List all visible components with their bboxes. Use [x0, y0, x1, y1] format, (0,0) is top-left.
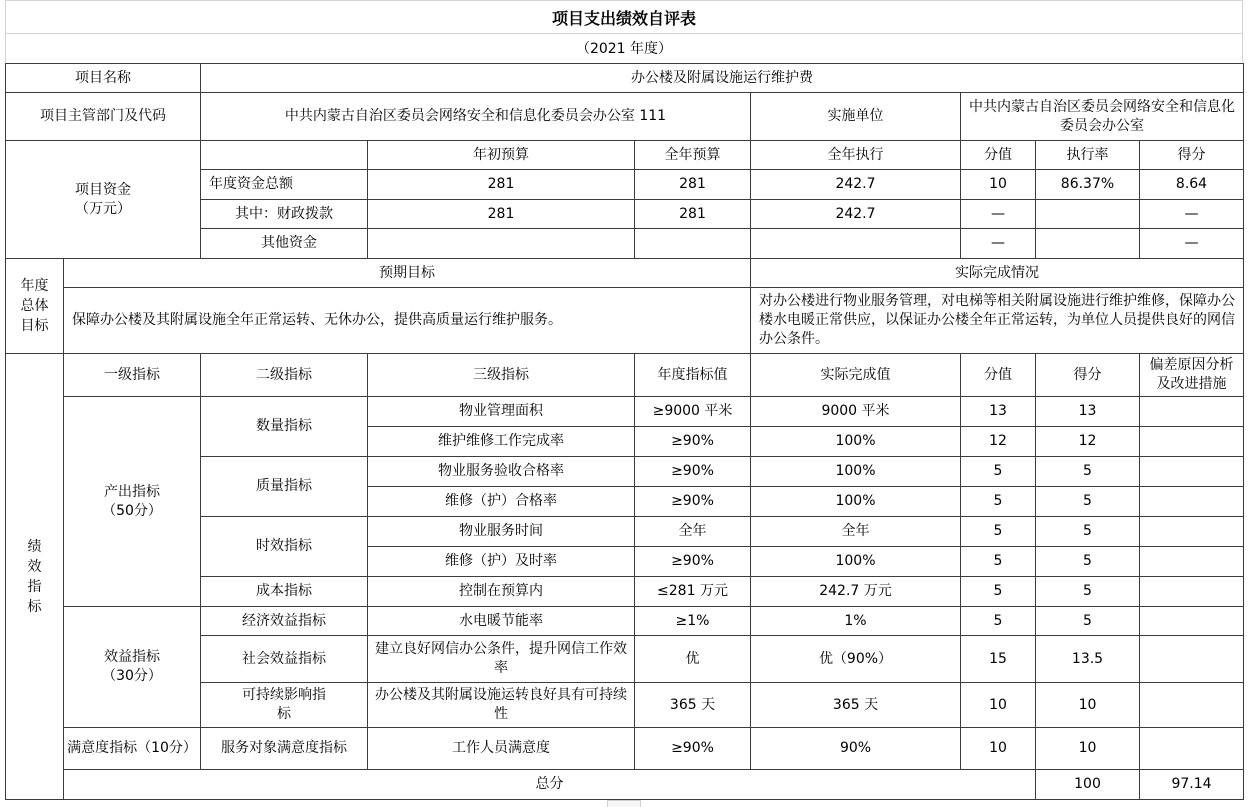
level1-satisfaction: 满意度指标（10分）: [64, 728, 201, 770]
indicator-header-row: [6, 354, 1244, 397]
level2-sustainable: [201, 683, 368, 728]
funds-header-annual: 全年预算: [635, 141, 751, 170]
funds-score: —: [1140, 229, 1244, 259]
target: ≥90%: [635, 427, 751, 457]
level3: 维护维修工作完成率: [368, 427, 635, 457]
funds-row-label: 其中：财政拨款: [201, 200, 368, 229]
funds-rate: 86.37%: [1036, 170, 1140, 200]
total-score-value: 100: [1036, 770, 1140, 800]
goals-label-text: 年度总体目标: [20, 278, 49, 334]
score: 5: [1036, 577, 1140, 607]
score-value: 10: [961, 683, 1036, 728]
project-name-label: 项目名称: [6, 64, 201, 93]
dept-value: 中共内蒙古自治区委员会网络安全和信息化委员会办公室 111: [201, 93, 751, 141]
level1-output: [64, 397, 201, 607]
score-value: 10: [961, 728, 1036, 770]
reason: [1140, 427, 1244, 457]
actual: 100%: [751, 487, 961, 517]
reason: [1140, 607, 1244, 636]
reason: [1140, 547, 1244, 577]
funds-label: [6, 141, 201, 259]
funds-executed: 242.7: [751, 170, 961, 200]
funds-score-value: —: [961, 229, 1036, 259]
level1-benefit-text: 效益指标（30分）: [102, 649, 162, 684]
score: 10: [1036, 683, 1140, 728]
level1-output-text: 产出指标（50分）: [102, 483, 162, 519]
target: ≥90%: [635, 728, 751, 770]
score: 12: [1036, 427, 1140, 457]
target: ≥90%: [635, 547, 751, 577]
score: 5: [1036, 487, 1140, 517]
project-name-value: 办公楼及附属设施运行维护费: [201, 64, 1244, 93]
funds-score: —: [1140, 200, 1244, 229]
funds-rate: [1036, 200, 1140, 229]
score: 13: [1036, 397, 1140, 427]
funds-score-value: 10: [961, 170, 1036, 200]
level3: 物业服务验收合格率: [368, 457, 635, 487]
level2-timeliness: 时效指标: [201, 517, 368, 577]
indicator-row: [6, 728, 1244, 770]
target: 全年: [635, 517, 751, 547]
score: 10: [1036, 728, 1140, 770]
form-year: （2021 年度）: [5, 34, 1243, 62]
score: 5: [1036, 457, 1140, 487]
project-name-row: [6, 64, 1244, 93]
funds-header-rate: 执行率: [1036, 141, 1140, 170]
score-value: 13: [961, 397, 1036, 427]
total-score: 97.14: [1140, 770, 1244, 800]
funds-row-label: 其他资金: [201, 229, 368, 259]
sheet-scroll-tab[interactable]: [607, 800, 641, 807]
score: 5: [1036, 517, 1140, 547]
level3: 维修（护）及时率: [368, 547, 635, 577]
reason: [1140, 517, 1244, 547]
level3: 水电暖节能率: [368, 607, 635, 636]
level2-sustainable-text: 可持续影响指标: [242, 687, 326, 722]
level2-service-satisfaction: 服务对象满意度指标: [201, 728, 368, 770]
dept-label: 项目主管部门及代码: [6, 93, 201, 141]
funds-initial: 281: [368, 200, 635, 229]
actual: 全年: [751, 517, 961, 547]
reason: [1140, 397, 1244, 427]
target: ≥9000 平米: [635, 397, 751, 427]
funds-header-score-value: 分值: [961, 141, 1036, 170]
target: ≤281 万元: [635, 577, 751, 607]
reason: [1140, 457, 1244, 487]
actual: 100%: [751, 427, 961, 457]
funds-score: 8.64: [1140, 170, 1244, 200]
target: ≥1%: [635, 607, 751, 636]
header-target: 年度指标值: [635, 354, 751, 397]
actual: 242.7 万元: [751, 577, 961, 607]
level3: 物业服务时间: [368, 517, 635, 547]
target: 优: [635, 636, 751, 683]
indicator-row: [6, 607, 1244, 636]
score-value: 5: [961, 517, 1036, 547]
funds-header-blank: [201, 141, 368, 170]
funds-row-label: 年度资金总额: [201, 170, 368, 200]
level3: 建立良好网信办公条件，提升网信工作效率: [368, 636, 635, 683]
goals-expected-header: 预期目标: [64, 259, 751, 288]
reason: [1140, 728, 1244, 770]
score-value: 12: [961, 427, 1036, 457]
funds-executed: 242.7: [751, 200, 961, 229]
funds-header-score: 得分: [1140, 141, 1244, 170]
funds-initial: [368, 229, 635, 259]
target: ≥90%: [635, 457, 751, 487]
actual: 365 天: [751, 683, 961, 728]
funds-header-row: [6, 141, 1244, 170]
header-level3: 三级指标: [368, 354, 635, 397]
indicators-section-label-text: 绩效指标: [27, 538, 42, 615]
score: 5: [1036, 547, 1140, 577]
goals-header-row: [6, 259, 1244, 288]
header-actual: 实际完成值: [751, 354, 961, 397]
level3: 工作人员满意度: [368, 728, 635, 770]
actual: 100%: [751, 547, 961, 577]
score: 5: [1036, 607, 1140, 636]
goals-actual-header: 实际完成情况: [751, 259, 1244, 288]
funds-score-value: —: [961, 200, 1036, 229]
form-title: 项目支出绩效自评表: [5, 0, 1243, 34]
score-value: 5: [961, 547, 1036, 577]
score-value: 5: [961, 457, 1036, 487]
reason: [1140, 577, 1244, 607]
funds-initial: 281: [368, 170, 635, 200]
score-value: 15: [961, 636, 1036, 683]
header-level1: 一级指标: [64, 354, 201, 397]
reason: [1140, 636, 1244, 683]
level2-quality: 质量指标: [201, 457, 368, 517]
indicator-row: [6, 397, 1244, 427]
project-dept-row: [6, 93, 1244, 141]
total-row: [6, 770, 1244, 800]
level2-cost: 成本指标: [201, 577, 368, 607]
score-value: 5: [961, 607, 1036, 636]
goals-expected-text: 保障办公楼及其附属设施全年正常运转、无休办公，提供高质量运行维护服务。: [64, 288, 751, 354]
header-score-value: 分值: [961, 354, 1036, 397]
score-value: 5: [961, 577, 1036, 607]
funds-executed: [751, 229, 961, 259]
level3: 控制在预算内: [368, 577, 635, 607]
actual: 100%: [751, 457, 961, 487]
indicators-section-label: [6, 354, 64, 800]
level3: 办公楼及其附属设施运转良好具有可持续性: [368, 683, 635, 728]
target: ≥90%: [635, 487, 751, 517]
reason: [1140, 487, 1244, 517]
header-score: 得分: [1036, 354, 1140, 397]
funds-annual: [635, 229, 751, 259]
funds-label-text: 项目资金（万元）: [75, 181, 131, 217]
actual: 优（90%）: [751, 636, 961, 683]
level1-benefit: [64, 607, 201, 728]
actual: 90%: [751, 728, 961, 770]
score: 13.5: [1036, 636, 1140, 683]
funds-header-executed: 全年执行: [751, 141, 961, 170]
goals-actual-text: 对办公楼进行物业服务管理，对电梯等相关附属设施进行维护维修，保障办公楼水电暖正常供应，以保证办公楼全年正常运转，为单位人员提供良好的网信办公条件。: [751, 288, 1244, 354]
level2-social: 社会效益指标: [201, 636, 368, 683]
level3: 物业管理面积: [368, 397, 635, 427]
goals-content-row: [6, 288, 1244, 354]
header-reason: 偏差原因分析及改进措施: [1140, 354, 1244, 397]
level3: 维修（护）合格率: [368, 487, 635, 517]
actual: 1%: [751, 607, 961, 636]
header-level2: 二级指标: [201, 354, 368, 397]
reason: [1140, 683, 1244, 728]
actual: 9000 平米: [751, 397, 961, 427]
goals-label: [6, 259, 64, 354]
level2-economic: 经济效益指标: [201, 607, 368, 636]
evaluation-table: [5, 63, 1244, 800]
funds-annual: 281: [635, 200, 751, 229]
level2-quantity: 数量指标: [201, 397, 368, 457]
total-label: 总分: [64, 770, 1036, 800]
impl-value: 中共内蒙古自治区委员会网络安全和信息化委员会办公室: [961, 93, 1244, 141]
score-value: 5: [961, 487, 1036, 517]
funds-header-initial: 年初预算: [368, 141, 635, 170]
impl-label: 实施单位: [751, 93, 961, 141]
target: 365 天: [635, 683, 751, 728]
funds-rate: [1036, 229, 1140, 259]
funds-annual: 281: [635, 170, 751, 200]
